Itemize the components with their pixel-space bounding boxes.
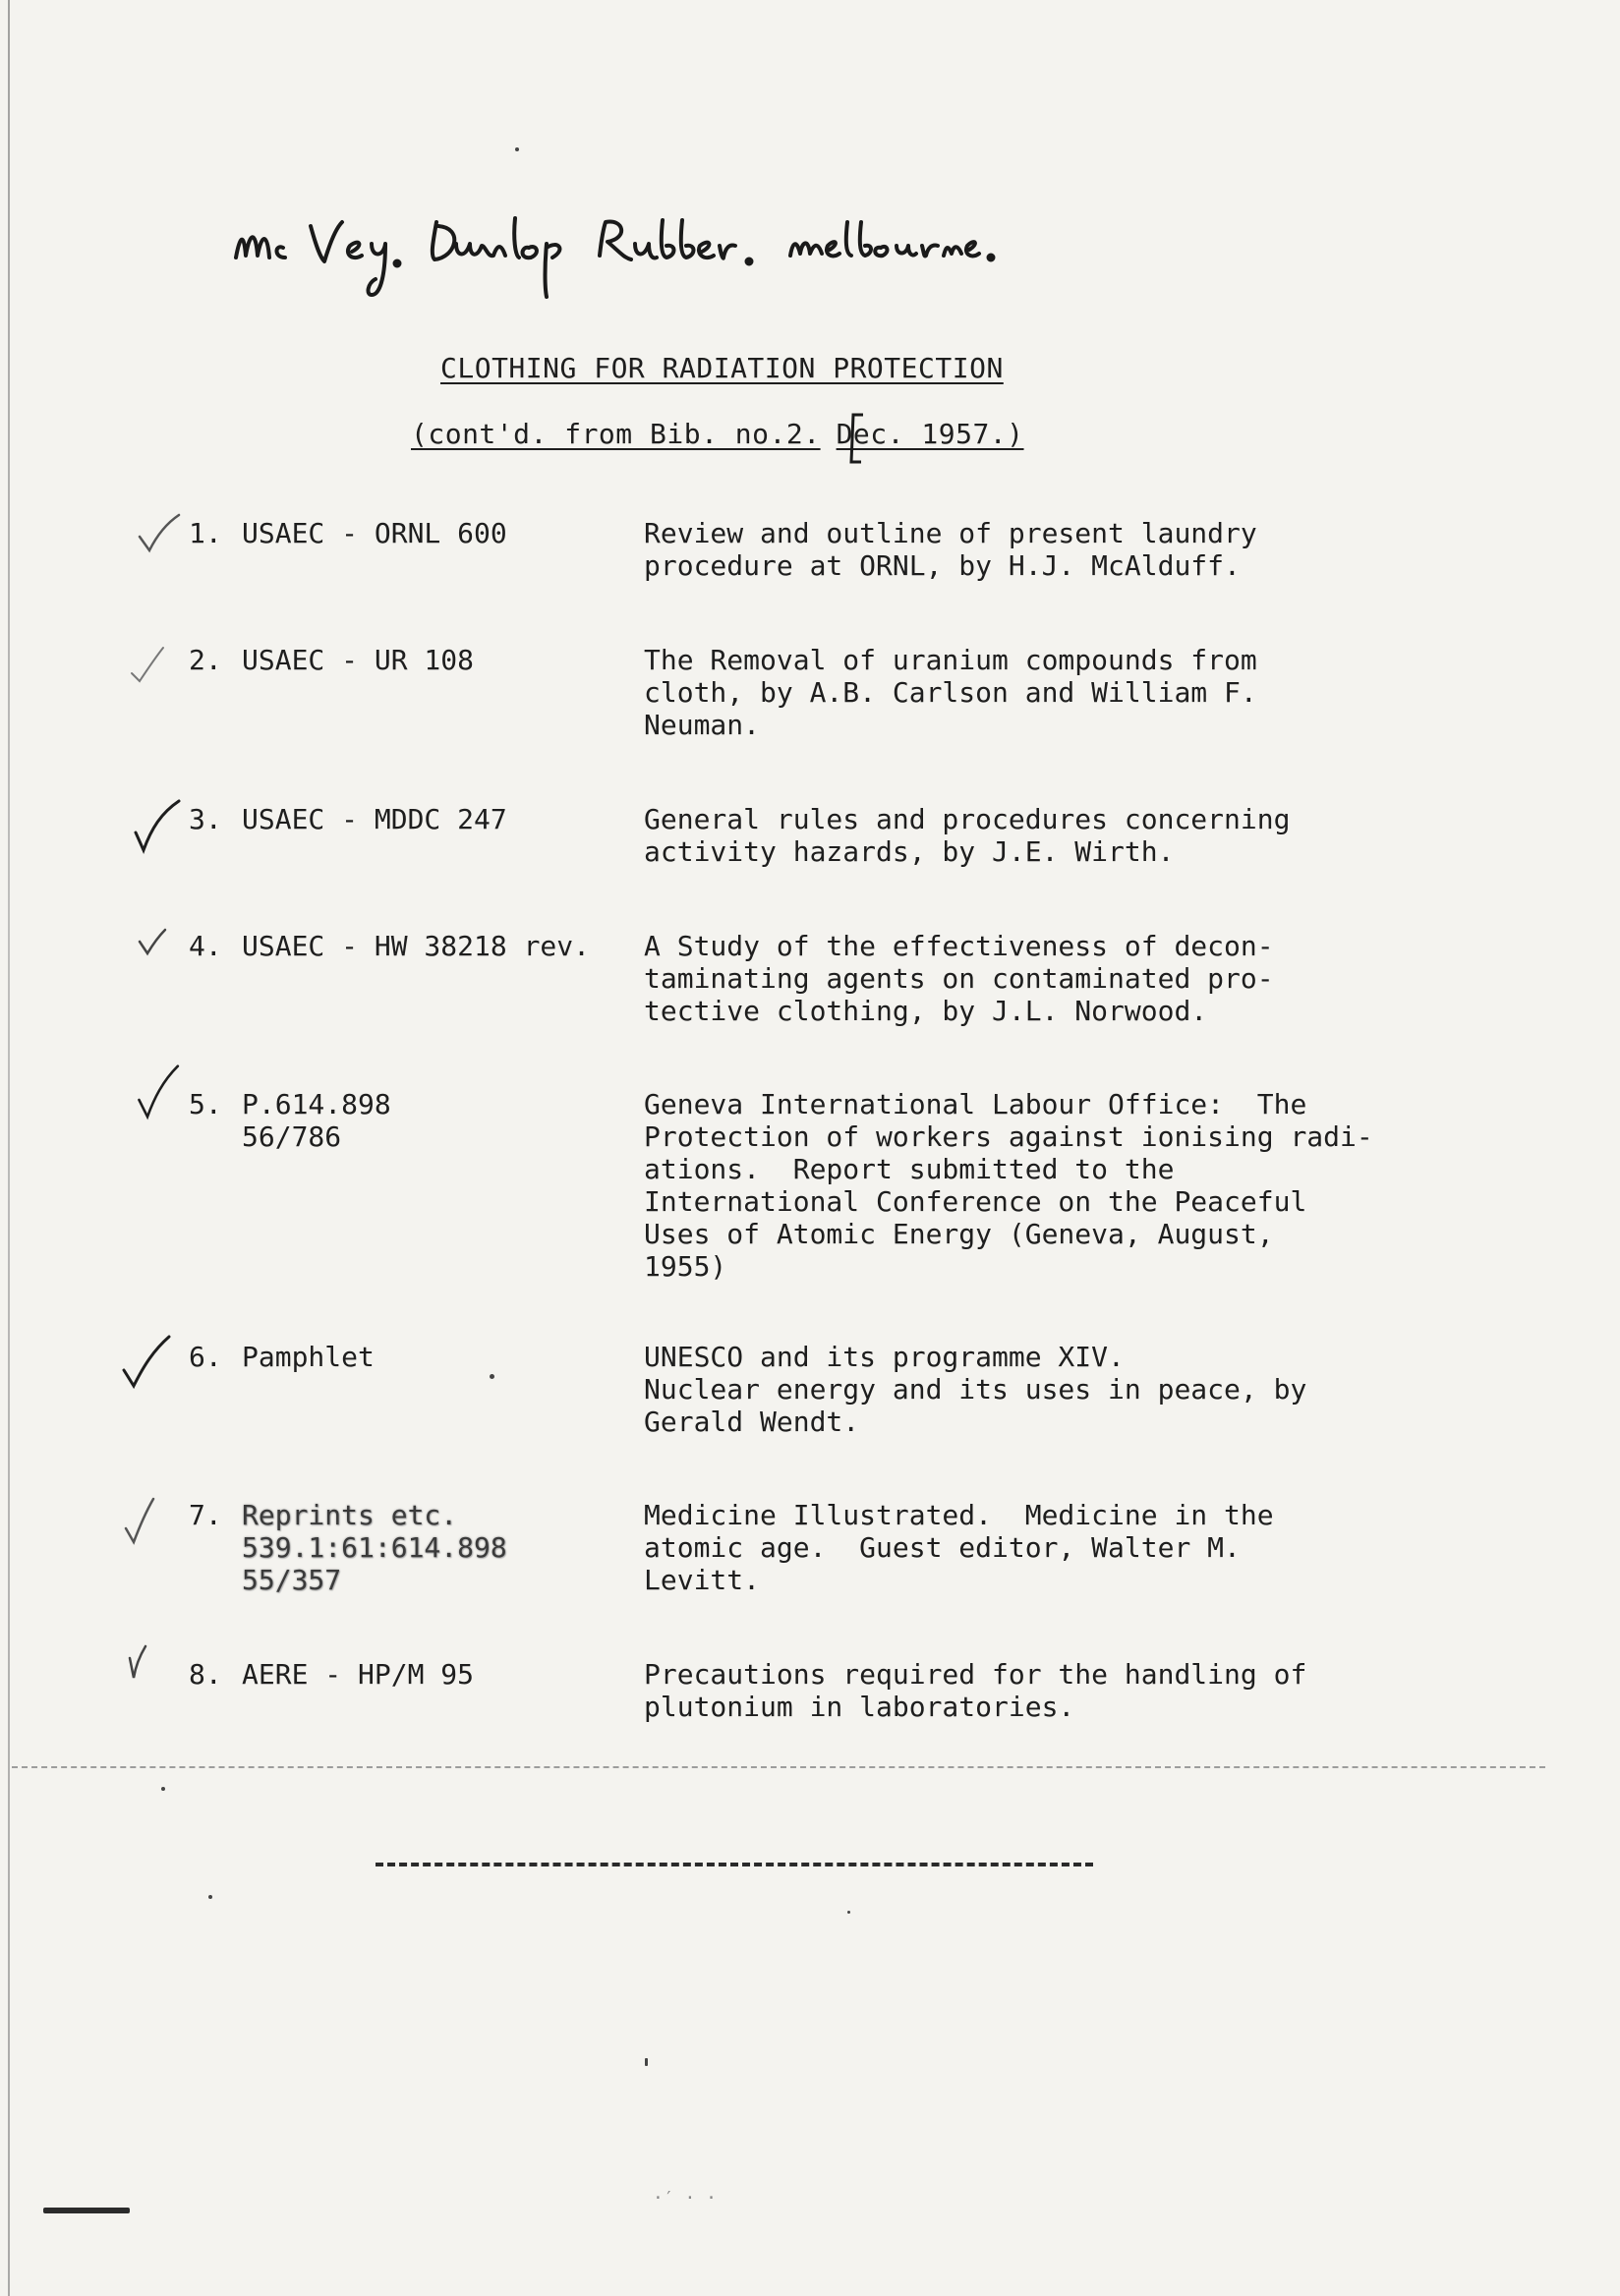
item-description: Geneva International Labour Office: The Protection of workers against ionising radi- ations. Report submitted to the International Conference on the Peaceful Uses of Atomic Energy (Geneva, August, 1955): [644, 1088, 1373, 1283]
end-rule: [376, 1863, 1093, 1866]
checkmark-icon: [134, 511, 193, 570]
checkmark-icon: [126, 644, 185, 703]
item-number: 4.: [189, 930, 222, 962]
item-number: 1.: [189, 517, 222, 549]
item-reference: P.614.898 56/786: [242, 1088, 391, 1153]
page-divider: [12, 1766, 1545, 1768]
item-description: Medicine Illustrated. Medicine in the atomic age. Guest editor, Walter M. Levitt.: [644, 1499, 1274, 1596]
item-reference: Reprints etc. 539.1:61:614.898 55/357: [242, 1499, 507, 1596]
item-reference: USAEC - ORNL 600: [242, 517, 507, 549]
item-reference: AERE - HP/M 95: [242, 1658, 475, 1691]
scan-speck: [490, 1374, 494, 1379]
handwritten-note: [228, 193, 1034, 311]
scan-artifact: ·′ · ·: [653, 2188, 718, 2209]
item-description: UNESCO and its programme XIV. Nuclear energy and its uses in peace, by Gerald Wendt.: [644, 1341, 1307, 1438]
scan-speck: [515, 147, 519, 151]
item-number: 3.: [189, 803, 222, 835]
checkmark-icon: [116, 1493, 175, 1552]
scan-edge: [8, 0, 10, 2296]
scan-speck: [645, 2058, 648, 2066]
item-reference: Pamphlet: [242, 1341, 375, 1373]
scan-artifact: [43, 2208, 130, 2213]
item-description: The Removal of uranium compounds from cloth, by A.B. Carlson and William F. Neuman.: [644, 644, 1257, 741]
checkmark-icon: [130, 1064, 189, 1123]
item-number: 5.: [189, 1088, 222, 1120]
checkmark-icon: [116, 1633, 175, 1692]
item-reference: USAEC - HW 38218 rev.: [242, 930, 591, 962]
checkmark-icon: [130, 799, 189, 858]
item-number: 6.: [189, 1341, 222, 1373]
item-description: Review and outline of present laundry procedure at ORNL, by H.J. McAlduff.: [644, 517, 1257, 582]
subtitle-date: Dec. 1957.): [836, 418, 1024, 450]
document-subtitle: [411, 418, 1024, 450]
scan-speck: [847, 1911, 850, 1914]
item-description: A Study of the effectiveness of decon- taminating agents on contaminated pro- tective clothing, by J.L. Norwood.: [644, 930, 1274, 1027]
bracket-mark: [847, 411, 867, 466]
item-description: Precautions required for the handling of plutonium in laboratories.: [644, 1658, 1307, 1723]
item-number: 7.: [189, 1499, 222, 1531]
item-number: 8.: [189, 1658, 222, 1691]
checkmark-icon: [132, 922, 191, 981]
checkmark-icon: [118, 1335, 177, 1394]
document-title: CLOTHING FOR RADIATION PROTECTION: [440, 352, 1004, 384]
item-number: 2.: [189, 644, 222, 676]
subtitle-reference: (cont'd. from Bib. no.2.: [411, 418, 821, 450]
item-description: General rules and procedures concerning activity hazards, by J.E. Wirth.: [644, 803, 1291, 868]
item-reference: USAEC - MDDC 247: [242, 803, 507, 835]
item-reference: USAEC - UR 108: [242, 644, 475, 676]
scan-speck: [161, 1787, 165, 1791]
scan-speck: [208, 1895, 212, 1899]
